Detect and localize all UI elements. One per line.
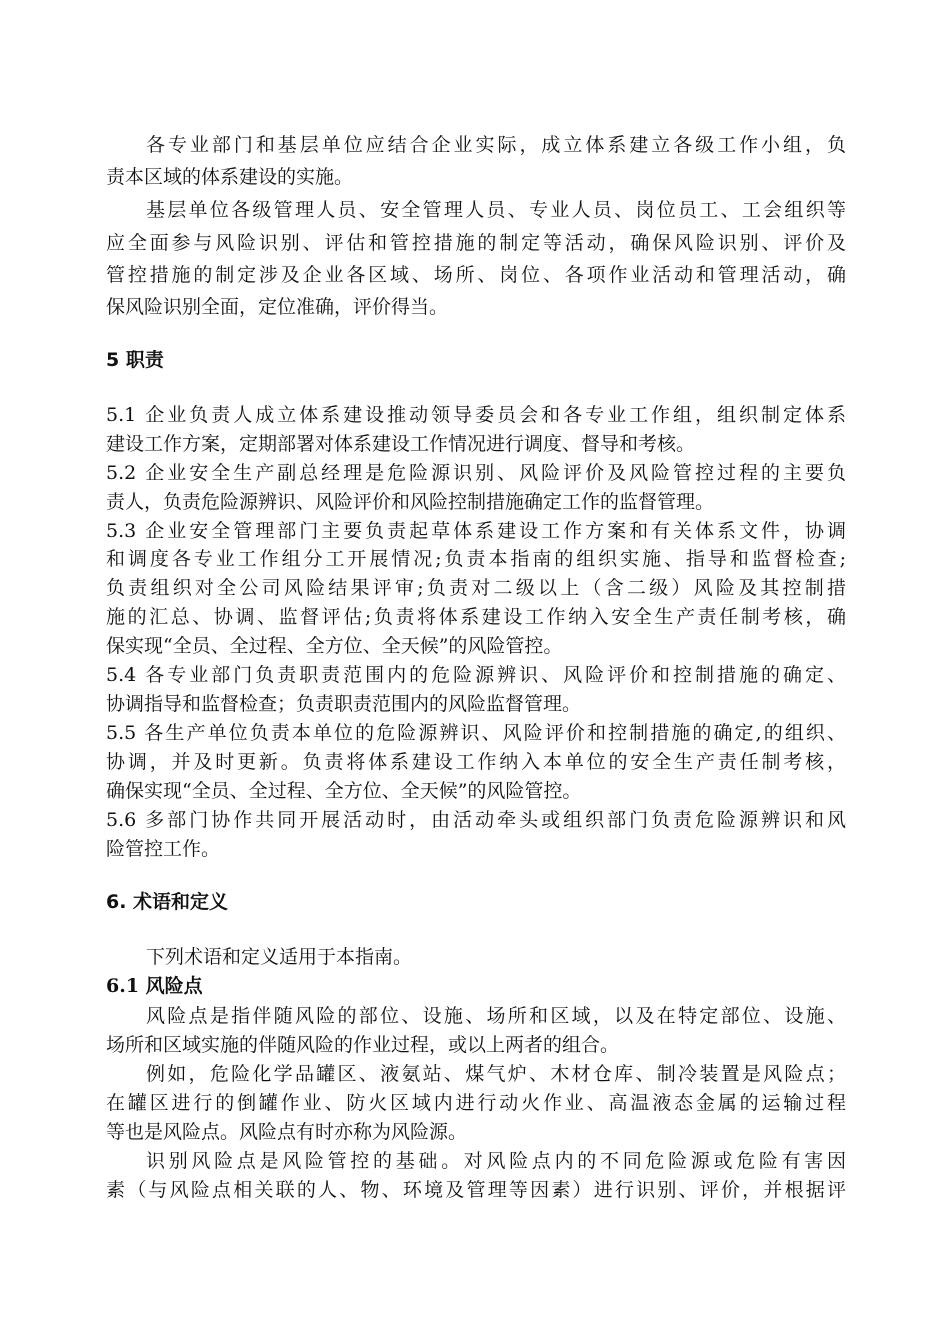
paragraph-line: 协调，并及时更新。负责将体系建设工作纳入本单位的安全生产责任制考核， [106,751,846,773]
paragraph-line: 在罐区进行的倒罐作业、防火区域内进行动火作业、高温液态金属的运输过程 [106,1092,846,1114]
section-heading: 6. 术语和定义 [106,891,229,913]
paragraph-line: 5.1 企业负责人成立体系建设推动领导委员会和各专业工作组，组织制定体系 [106,404,846,426]
paragraph-line: 下列术语和定义适用于本指南。 [146,946,413,968]
section-heading: 5 职责 [106,349,164,371]
paragraph-line: 基层单位各级管理人员、安全管理人员、专业人员、岗位员工、工会组织等 [146,199,846,221]
paragraph-line: 5.6 多部门协作共同开展活动时，由活动牵头或组织部门负责危险源辨识和风 [106,809,846,831]
paragraph-line: 责人，负责危险源辨识、风险评价和风险控制措施确定工作的监督管理。 [106,491,715,513]
paragraph-line: 5.3 企业安全管理部门主要负责起草体系建设工作方案和有关体系文件，协调 [106,520,846,542]
paragraph-line: 各专业部门和基层单位应结合企业实际，成立体系建立各级工作小组，负 [146,134,846,156]
paragraph-line: 建设工作方案，定期部署对体系建设工作情况进行调度、督导和考核。 [106,433,696,455]
paragraph-line: 识别风险点是风险管控的基础。对风险点内的不同危险源或危险有害因 [146,1150,846,1172]
paragraph-line: 风险点是指伴随风险的部位、设施、场所和区域，以及在特定部位、设施、 [146,1005,846,1027]
subsection-heading: 6.1 风险点 [106,975,203,997]
paragraph-line: 确保实现“全员、全过程、全方位、全天候”的风险管控。 [106,780,582,802]
paragraph-line: 5.2 企业安全生产副总经理是危险源识别、风险评价及风险管控过程的主要负 [106,462,846,484]
paragraph-line: 素（与风险点相关联的人、物、环境及管理等因素）进行识别、评价，并根据评 [106,1179,846,1201]
paragraph-line: 保实现“全员、全过程、全方位、全天候”的风险管控。 [106,635,563,657]
paragraph-line: 例如，危险化学品罐区、液氨站、煤气炉、木材仓库、制冷装置是风险点； [146,1063,846,1085]
paragraph-line: 和调度各专业工作组分工开展情况;负责本指南的组织实施、指导和监督检查; [106,548,846,570]
paragraph-line: 施的汇总、协调、监督评估;负责将体系建设工作纳入安全生产责任制考核，确 [106,606,846,628]
paragraph-line: 管控措施的制定涉及企业各区域、场所、岗位、各项作业活动和管理活动，确 [106,264,846,286]
paragraph-line: 5.5 各生产单位负责本单位的危险源辨识、风险评价和控制措施的确定,的组织、 [106,722,846,744]
paragraph-line: 场所和区域实施的伴随风险的作业过程，或以上两者的组合。 [106,1034,620,1056]
paragraph-line: 等也是风险点。风险点有时亦称为风险源。 [106,1121,468,1143]
paragraph-line: 协调指导和监督检查；负责职责范围内的风险监督管理。 [106,693,582,715]
paragraph-line: 应全面参与风险识别、评估和管控措施的制定等活动，确保风险识别、评价及 [106,232,846,254]
paragraph-line: 负责组织对全公司风险结果评审;负责对二级以上（含二级）风险及其控制措 [106,577,846,599]
paragraph-line: 保风险识别全面，定位准确，评价得当。 [106,296,449,318]
paragraph-line: 5.4 各专业部门负责职责范围内的危险源辨识、风险评价和控制措施的确定、 [106,664,846,686]
paragraph-line: 责本区域的体系建设的实施。 [106,166,354,188]
paragraph-line: 险管控工作。 [106,838,221,860]
